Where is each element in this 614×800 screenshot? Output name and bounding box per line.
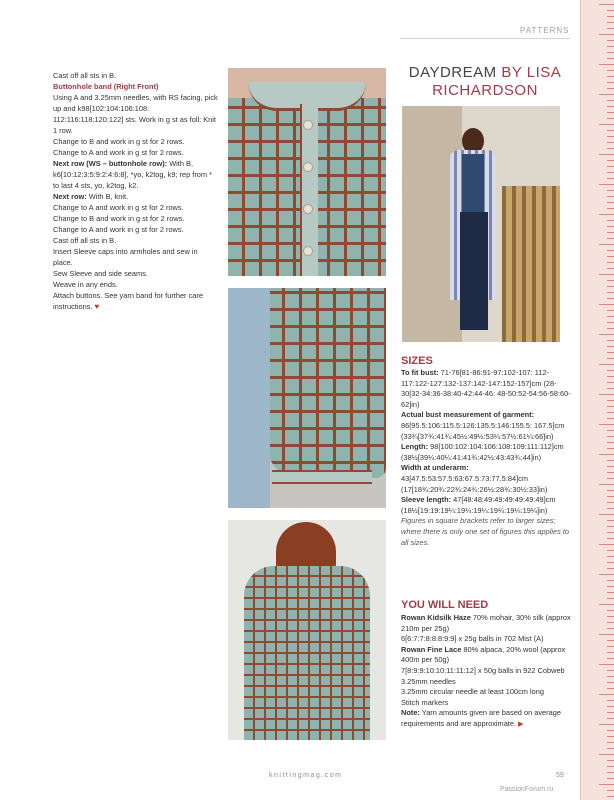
ruler-tick — [607, 172, 614, 173]
ruler-tick — [607, 376, 614, 377]
pattern-title — [400, 64, 570, 100]
ruler-tick — [599, 4, 614, 5]
ruler-tick — [607, 148, 614, 149]
header-rule — [400, 38, 570, 39]
ruler-tick — [607, 790, 614, 791]
instruction-line: Cast off all sts in B. — [53, 236, 117, 245]
ruler-tick — [607, 298, 614, 299]
back-of-cardigan — [244, 566, 370, 740]
instructions-column — [53, 70, 218, 312]
instruction-line: Change to B and work in g st for 2 rows. — [53, 214, 185, 223]
ruler-tick — [607, 292, 614, 293]
continue-arrow-icon: ▶ — [518, 720, 524, 728]
ruler-tick — [607, 538, 614, 539]
ruler-tick — [607, 370, 614, 371]
instruction-line — [53, 191, 218, 202]
ruler-tick — [607, 526, 614, 527]
ruler-tick — [607, 82, 614, 83]
ruler-tick — [607, 556, 614, 557]
ruler-tick — [599, 64, 614, 65]
ruler-tick — [607, 112, 614, 113]
ruler-tick — [607, 142, 614, 143]
ruler-tick — [607, 760, 614, 761]
instruction-line: Change to A and work in g st for 2 rows. — [53, 203, 184, 212]
title-designer: RICHARDSON — [432, 82, 538, 99]
ruler-tick — [607, 316, 614, 317]
ruler-tick — [607, 10, 614, 11]
instruction-line: Insert Sleeve caps into armholes and sew in place. — [53, 247, 198, 267]
ruler-tick — [607, 670, 614, 671]
ruler-tick — [607, 70, 614, 71]
width-underarm — [401, 463, 571, 495]
width-label: Width at underarm: — [401, 463, 469, 473]
ruler-tick — [607, 436, 614, 437]
ruler-tick — [607, 166, 614, 167]
ruler-tick — [607, 232, 614, 233]
ruler-tick — [607, 202, 614, 203]
buttonhole-band-heading: Buttonhole band (Right Front) — [53, 82, 159, 91]
sizes-heading: SIZES — [401, 355, 433, 367]
ruler-tick — [607, 580, 614, 581]
jeans — [228, 288, 270, 508]
ruler-strip — [580, 0, 614, 800]
circular-needle: 3.25mm circular needle at least 100cm long — [401, 687, 544, 697]
note-text: Yarn amounts given are based on average requirements and are approximate. — [401, 708, 561, 728]
yarn-1-quantity: 6[6:7:7:8:8:8:9:9] x 25g balls in 702 Mist (A) — [401, 634, 544, 644]
note-label: Note: — [401, 708, 420, 718]
ruler-tick — [607, 388, 614, 389]
blue-blouse — [462, 154, 484, 214]
title-by: BY LISA — [496, 64, 562, 81]
ruler-tick — [607, 208, 614, 209]
ruler-tick — [607, 508, 614, 509]
yarn-2-name: Rowan Fine Lace — [401, 644, 462, 654]
ruler-tick — [599, 694, 614, 695]
navy-skirt — [460, 212, 488, 330]
ruler-tick — [607, 706, 614, 707]
row-label: Next row (WS – buttonhole row): — [53, 159, 168, 168]
ruler-tick — [607, 226, 614, 227]
instruction-line: Change to B and work in g st for 2 rows. — [53, 137, 185, 146]
ruler-tick — [607, 310, 614, 311]
ruler-tick — [607, 88, 614, 89]
ruler-tick — [607, 328, 614, 329]
section-tag: PATTERNS — [520, 26, 570, 35]
button-icon — [303, 246, 313, 256]
ruler-tick — [607, 442, 614, 443]
ruler-tick — [607, 598, 614, 599]
title-name: DAYDREAM — [408, 64, 497, 81]
ruler-tick — [599, 34, 614, 35]
ruler-tick — [599, 454, 614, 455]
you-will-need-heading: YOU WILL NEED — [401, 599, 489, 611]
ruler-tick — [599, 244, 614, 245]
ruler-tick — [607, 400, 614, 401]
row-label: Next row: — [53, 192, 87, 201]
materials-note — [401, 708, 571, 730]
ruler-tick — [599, 334, 614, 335]
ruler-tick — [607, 532, 614, 533]
ruler-tick — [599, 484, 614, 485]
ruler-tick — [607, 778, 614, 779]
ruler-tick — [607, 520, 614, 521]
ruler-tick — [607, 748, 614, 749]
ruler-tick — [607, 568, 614, 569]
ruler-tick — [607, 382, 614, 383]
yarn-2-desc: 80% alpaca, 20% wool (approx 400m per 50g) — [401, 644, 566, 665]
ruler-tick — [607, 466, 614, 467]
instruction-line — [53, 158, 218, 191]
sleeve-length — [401, 495, 571, 516]
ruler-tick — [607, 730, 614, 731]
ruler-tick — [607, 178, 614, 179]
ruler-tick — [599, 424, 614, 425]
ruler-tick — [599, 184, 614, 185]
button-band-photo — [228, 68, 386, 276]
ruler-tick — [607, 502, 614, 503]
instruction-line: Using A and 3.25mm needles, with RS facing, pick up and k98[102:104:106:108: 112:116:118:120:122] sts. Work in g st as foll: Knit 1 row. — [53, 93, 218, 135]
button-icon — [303, 120, 313, 130]
row-text: With B, knit. — [86, 192, 129, 201]
ruler-tick — [607, 76, 614, 77]
ruler-tick — [607, 586, 614, 587]
instruction-line: Sew Sleeve and side seams. — [53, 269, 148, 278]
actual-bust-value: 86[95.5:106:115.5:126:135.5:146:155.5: 167.5]cm (33¾[37¾:41¾:45½:49½:53¼:57½:61¼:66]in) — [401, 420, 565, 441]
ruler-tick — [599, 574, 614, 575]
instruction-line: Change to A and work in g st for 2 rows. — [53, 225, 184, 234]
ruler-tick — [607, 472, 614, 473]
ruler-tick — [607, 358, 614, 359]
ruler-tick — [607, 640, 614, 641]
width-value: 43[47.5:53:57.5:63:67.5:73:77.5:84]cm (17[18¾:20¾:22¾:24¾:26½:28¾:30½:33]in) — [401, 473, 548, 494]
ruler-tick — [607, 118, 614, 119]
ruler-tick — [607, 616, 614, 617]
ruler-tick — [607, 322, 614, 323]
ruler-tick — [607, 250, 614, 251]
actual-bust-label: Actual bust measurement of garment: — [401, 410, 535, 420]
ruler-tick — [607, 718, 614, 719]
ruler-tick — [607, 256, 614, 257]
ruler-tick — [607, 766, 614, 767]
ruler-tick — [607, 340, 614, 341]
model-back-photo — [228, 520, 386, 740]
ruler-tick — [607, 160, 614, 161]
ruler-tick — [599, 514, 614, 515]
model-front-photo — [402, 106, 560, 342]
ruler-tick — [607, 700, 614, 701]
sleeve-label: Sleeve length: — [401, 495, 452, 505]
instruction-line: Weave in any ends. — [53, 280, 118, 289]
length — [401, 442, 571, 463]
yarn-1-desc: 70% mohair, 30% silk (approx 210m per 25g) — [401, 613, 571, 633]
ruler-tick — [607, 658, 614, 659]
ruler-tick — [607, 496, 614, 497]
actual-bust — [401, 410, 571, 442]
ruler-tick — [607, 100, 614, 101]
sleeve-photo — [228, 288, 386, 508]
sizes-note-text: Figures in square brackets refer to larger sizes; where there is only one set of figures this applies to all sizes. — [401, 516, 570, 547]
ruler-tick — [599, 94, 614, 95]
ruler-tick — [607, 406, 614, 407]
ruler-tick — [607, 352, 614, 353]
button-icon — [303, 162, 313, 172]
ruler-tick — [607, 736, 614, 737]
watermark: PassionForum.ru — [500, 786, 554, 793]
ruler-tick — [607, 796, 614, 797]
ruler-tick — [607, 688, 614, 689]
ruler-tick — [607, 346, 614, 347]
ruler-tick — [599, 364, 614, 365]
ruler-tick — [607, 412, 614, 413]
ruler-tick — [607, 46, 614, 47]
ruler-tick — [599, 274, 614, 275]
ruler-tick — [607, 628, 614, 629]
ruler-tick — [607, 610, 614, 611]
ruler-tick — [607, 742, 614, 743]
yarn-2 — [401, 645, 571, 666]
ruler-tick — [607, 40, 614, 41]
ruler-tick — [607, 712, 614, 713]
ruler-tick — [599, 754, 614, 755]
fit-bust-label: To fit bust: — [401, 368, 439, 377]
ruler-tick — [607, 16, 614, 17]
ruler-tick — [607, 220, 614, 221]
ruler-tick — [607, 652, 614, 653]
ruler-tick — [599, 664, 614, 665]
sizes-section — [401, 368, 571, 548]
ruler-tick — [599, 724, 614, 725]
yarn-2-quantity: 7[8:9:9:10:10:11:11:12] x 50g balls in 922 Cobweb — [401, 665, 565, 675]
banister — [502, 186, 560, 342]
ruler-tick — [607, 58, 614, 59]
length-label: Length: — [401, 442, 429, 452]
ruler-tick — [607, 448, 614, 449]
instruction-text: Attach buttons. See yarn band for further care instructions. — [53, 291, 203, 311]
ruler-tick — [607, 280, 614, 281]
footer-url: knittingmag.com — [269, 772, 343, 779]
ruler-tick — [607, 562, 614, 563]
ruler-tick — [599, 544, 614, 545]
page-number: 59 — [556, 772, 564, 779]
ruler-tick — [607, 196, 614, 197]
end-heart-icon: ♥ — [94, 302, 100, 311]
ruler-tick — [607, 286, 614, 287]
ruler-tick — [599, 634, 614, 635]
ruler-tick — [607, 262, 614, 263]
ruler-tick — [607, 136, 614, 137]
ruler-tick — [607, 478, 614, 479]
sleeve-fabric — [268, 288, 386, 478]
ruler-tick — [607, 772, 614, 773]
fit-bust-value: 71-76[81-86:91-97:102-107: 112-117:122-127:132-137:142-147:152-157]cm (28-30[32-34:36-38:40-42:44-46: 48-50:52-54:56-58:60-62]in) — [401, 368, 571, 409]
ruler-tick — [607, 490, 614, 491]
ruler-tick — [607, 130, 614, 131]
row-text: With B, k6[10:12:3:5:9:2:4:6:8], *yo, k2tog, k9; rep from * to last 4 sts, yo, k2tog, k2. — [53, 159, 212, 190]
ruler-tick — [607, 28, 614, 29]
needles: 3.25mm needles — [401, 676, 456, 686]
ruler-tick — [607, 676, 614, 677]
ruler-tick — [607, 646, 614, 647]
ruler-tick — [607, 592, 614, 593]
ruler-tick — [607, 430, 614, 431]
length-value: 98[100:102:104:106:108:109:111:112]cm (38½[39¼:40¼:41:41¾:42½:43:43¾:44]in) — [401, 442, 564, 462]
sleeve-value: 47[48:48:49:49:49:49:49:49]cm (18½[19:19:19¼:19¼:19¼:19¼:19¼:19¼]in) — [401, 495, 556, 515]
yarn-1 — [401, 613, 571, 634]
ruler-tick — [607, 682, 614, 683]
instruction-line — [53, 290, 218, 312]
ruler-tick — [607, 238, 614, 239]
ruler-tick — [599, 604, 614, 605]
cuff — [272, 470, 372, 484]
instruction-line: Cast off all sts in B. — [53, 71, 117, 80]
sizes-note — [401, 516, 571, 548]
ruler-tick — [599, 394, 614, 395]
button-icon — [303, 204, 313, 214]
ruler-tick — [599, 214, 614, 215]
ruler-tick — [599, 154, 614, 155]
fit-bust — [401, 368, 571, 410]
instruction-line: Change to A and work in g st for 2 rows. — [53, 148, 184, 157]
ruler-tick — [607, 418, 614, 419]
materials-section — [401, 613, 571, 731]
ruler-tick — [599, 124, 614, 125]
ruler-tick — [607, 622, 614, 623]
ruler-tick — [607, 22, 614, 23]
ruler-tick — [607, 268, 614, 269]
ruler-tick — [599, 784, 614, 785]
ruler-tick — [607, 550, 614, 551]
ruler-tick — [607, 52, 614, 53]
ruler-tick — [607, 106, 614, 107]
stitch-markers: Stitch markers — [401, 697, 449, 707]
ruler-tick — [607, 460, 614, 461]
yarn-1-name: Rowan Kidsilk Haze — [401, 613, 471, 622]
ruler-tick — [599, 304, 614, 305]
ruler-tick — [607, 190, 614, 191]
